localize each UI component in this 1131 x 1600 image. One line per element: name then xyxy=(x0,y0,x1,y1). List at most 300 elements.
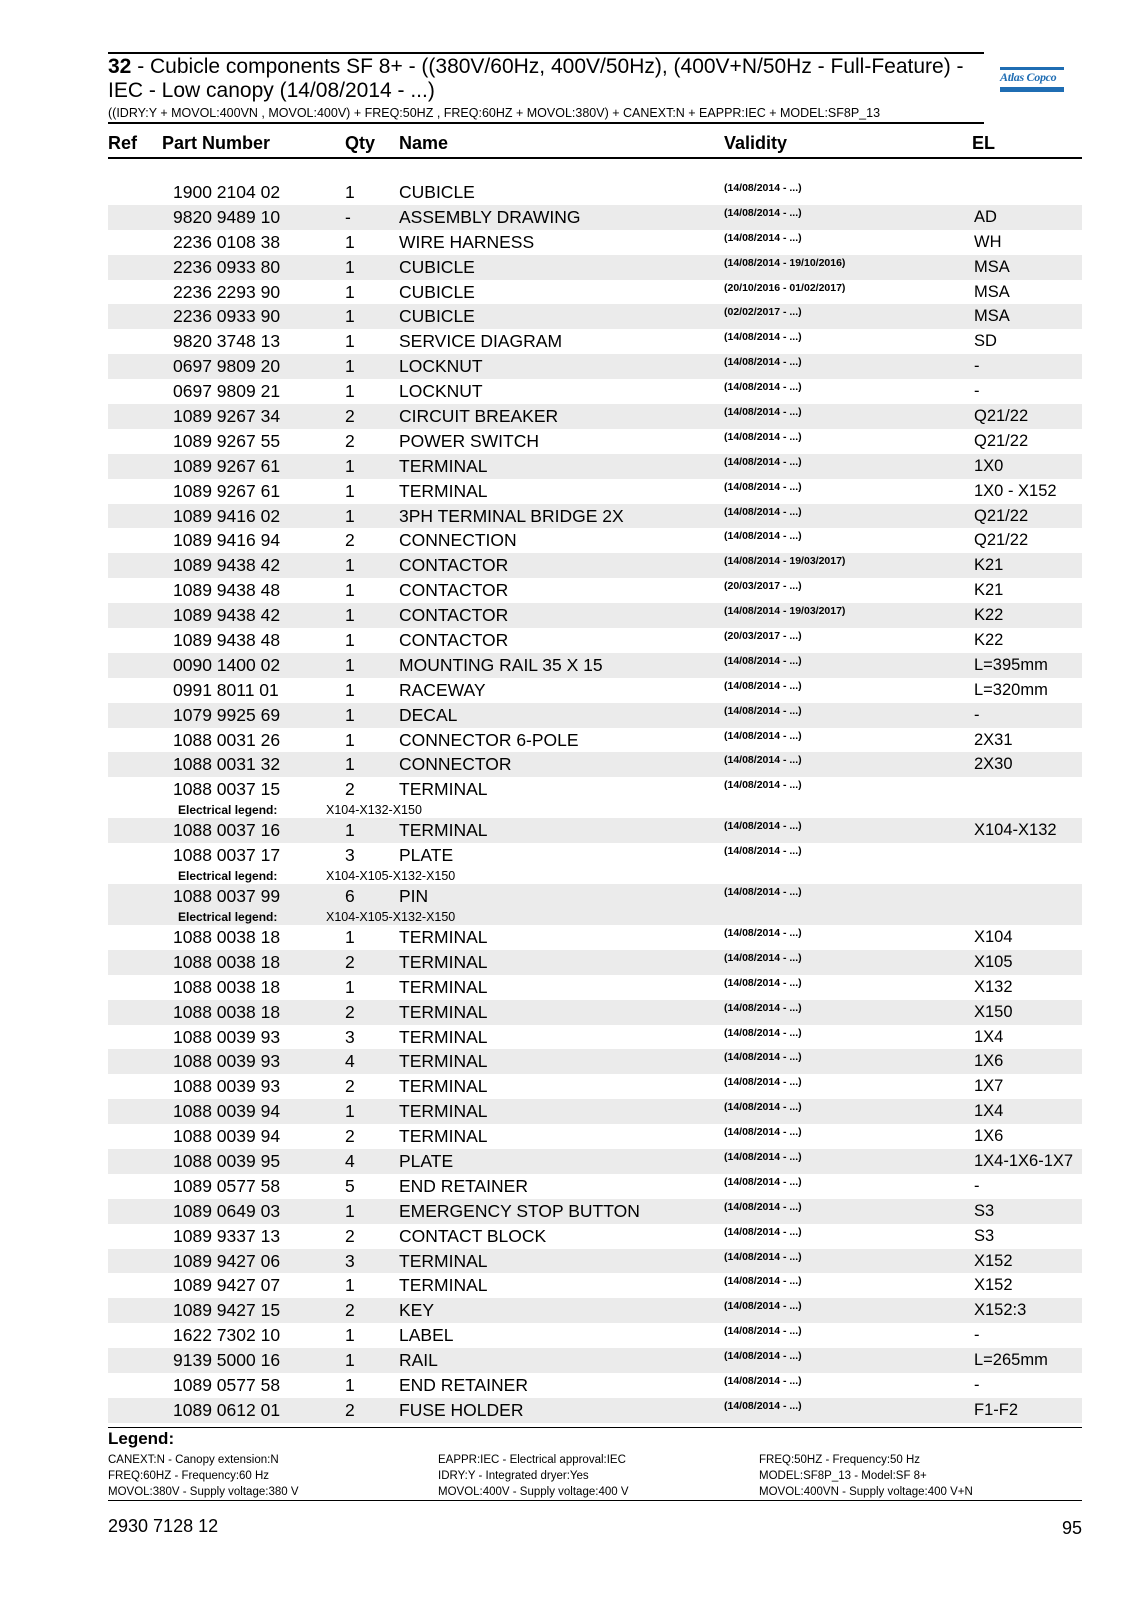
qty-cell: 1 xyxy=(345,654,355,675)
validity-cell: (14/08/2014 - ...) xyxy=(724,505,802,518)
el-cell: Q21/22 xyxy=(974,531,1029,550)
electrical-legend-value: X104-X105-X132-X150 xyxy=(326,909,456,924)
parts-table xyxy=(108,180,1082,1423)
name-cell: RAIL xyxy=(399,1350,438,1371)
table-row xyxy=(108,280,1082,305)
validity-cell: (14/08/2014 - ...) xyxy=(724,779,802,792)
part-number-cell: 1089 0612 01 xyxy=(173,1399,281,1420)
table-row xyxy=(108,304,1082,329)
qty-cell: 1 xyxy=(345,679,355,700)
validity-cell: (14/08/2014 - ...) xyxy=(724,1076,802,1089)
footer-rule xyxy=(108,1500,1082,1501)
table-row xyxy=(108,230,1082,255)
el-cell: 2X31 xyxy=(974,730,1013,749)
qty-cell: 2 xyxy=(345,1001,355,1022)
table-row xyxy=(108,1049,1082,1074)
name-cell: TERMINAL xyxy=(399,1250,488,1271)
table-row xyxy=(108,180,1082,205)
name-cell: PLATE xyxy=(399,845,454,866)
part-number-cell: 1088 0039 94 xyxy=(173,1101,281,1122)
qty-cell: 1 xyxy=(345,1275,355,1296)
validity-cell: (14/08/2014 - ...) xyxy=(724,729,802,742)
el-cell: MSA xyxy=(974,282,1010,301)
name-cell: LABEL xyxy=(399,1325,454,1346)
validity-cell: (14/08/2014 - ...) xyxy=(724,231,802,244)
el-cell: Q21/22 xyxy=(974,506,1029,525)
el-cell: 1X7 xyxy=(974,1077,1004,1096)
part-number-cell: 1089 9427 07 xyxy=(173,1275,281,1296)
part-number-cell: 1089 9416 02 xyxy=(173,505,281,526)
table-row xyxy=(108,703,1082,728)
el-cell: 1X4 xyxy=(974,1027,1004,1046)
qty-cell: 1 xyxy=(345,356,355,377)
part-number-cell: 1088 0037 16 xyxy=(173,820,281,841)
validity-cell: (14/08/2014 - ...) xyxy=(724,1374,802,1387)
name-cell: KEY xyxy=(399,1300,435,1321)
table-row xyxy=(108,553,1082,578)
qty-cell: 1 xyxy=(345,926,355,947)
qty-cell: 6 xyxy=(345,886,355,907)
qty-cell: 1 xyxy=(345,480,355,501)
column-header-ref: Ref xyxy=(108,133,138,153)
table-row xyxy=(108,653,1082,678)
part-number-cell: 2236 2293 90 xyxy=(173,281,281,302)
el-cell: - xyxy=(974,357,980,376)
name-cell: WIRE HARNESS xyxy=(399,231,535,252)
validity-cell: (02/02/2017 - ...) xyxy=(724,306,802,319)
part-number-cell: 0697 9809 20 xyxy=(173,356,281,377)
validity-cell: (20/03/2017 - ...) xyxy=(724,630,802,643)
name-cell: 3PH TERMINAL BRIDGE 2X xyxy=(399,505,624,526)
name-cell: TERMINAL xyxy=(399,951,488,972)
el-cell: X104-X132 xyxy=(974,821,1057,840)
validity-cell: (14/08/2014 - ...) xyxy=(724,356,802,369)
part-number-cell: 1089 9267 61 xyxy=(173,455,281,476)
table-row xyxy=(108,1124,1082,1149)
table-row xyxy=(108,429,1082,454)
electrical-legend-label: Electrical legend: xyxy=(178,909,278,924)
validity-cell: (14/08/2014 - ...) xyxy=(724,1001,802,1014)
table-row xyxy=(108,1025,1082,1050)
table-row xyxy=(108,1224,1082,1249)
name-cell: CONNECTOR 6-POLE xyxy=(399,729,579,750)
table-row xyxy=(108,1074,1082,1099)
name-cell: CONNECTION xyxy=(399,530,517,551)
qty-cell: 2 xyxy=(345,1399,355,1420)
name-cell: CONTACTOR xyxy=(399,605,509,626)
qty-cell: 1 xyxy=(345,580,355,601)
legend-entry: CANEXT:N - Canopy extension:N xyxy=(108,1454,279,1466)
part-number-cell: 1088 0039 93 xyxy=(173,1076,281,1097)
qty-cell: 2 xyxy=(345,530,355,551)
validity-cell: (14/08/2014 - ...) xyxy=(724,381,802,394)
el-cell: L=395mm xyxy=(974,655,1048,674)
section-number: 32 xyxy=(108,55,132,78)
qty-cell: 1 xyxy=(345,605,355,626)
part-number-cell: 1088 0037 15 xyxy=(173,779,281,800)
name-cell: CUBICLE xyxy=(399,281,475,302)
table-row xyxy=(108,603,1082,628)
part-number-cell: 1088 0039 94 xyxy=(173,1126,281,1147)
part-number-cell: 1088 0037 17 xyxy=(173,845,281,866)
column-header-name: Name xyxy=(399,133,449,153)
qty-cell: 1 xyxy=(345,256,355,277)
table-row xyxy=(108,454,1082,479)
qty-cell: 3 xyxy=(345,1026,355,1047)
validity-cell: (20/03/2017 - ...) xyxy=(724,580,802,593)
part-number-cell: 1089 9427 15 xyxy=(173,1300,281,1321)
name-cell: TERMINAL xyxy=(399,926,488,947)
name-cell: CUBICLE xyxy=(399,306,475,327)
el-cell: 1X0 xyxy=(974,456,1004,475)
validity-cell: (14/08/2014 - ...) xyxy=(724,704,802,717)
validity-cell: (14/08/2014 - ...) xyxy=(724,951,802,964)
validity-cell: (14/08/2014 - ...) xyxy=(724,679,802,692)
validity-cell: (14/08/2014 - ...) xyxy=(724,820,802,833)
name-cell: PLATE xyxy=(399,1150,454,1171)
header-rule xyxy=(108,157,1082,159)
el-cell: SD xyxy=(974,332,997,351)
table-row xyxy=(108,1000,1082,1025)
validity-cell: (14/08/2014 - ...) xyxy=(724,1200,802,1213)
el-cell: S3 xyxy=(974,1226,995,1245)
qty-cell: 1 xyxy=(345,754,355,775)
el-cell: AD xyxy=(974,207,997,226)
electrical-legend-value: X104-X105-X132-X150 xyxy=(326,869,456,884)
table-row xyxy=(108,329,1082,354)
qty-cell: 2 xyxy=(345,1225,355,1246)
qty-cell: 1 xyxy=(345,976,355,997)
part-number-cell: 9820 9489 10 xyxy=(173,206,281,227)
electrical-legend-label: Electrical legend: xyxy=(178,869,278,884)
qty-cell: 1 xyxy=(345,182,355,202)
table-row xyxy=(108,728,1082,753)
name-cell: MOUNTING RAIL 35 X 15 xyxy=(399,654,603,675)
part-number-cell: 1089 9267 55 xyxy=(173,430,281,451)
part-number-cell: 2236 0933 90 xyxy=(173,306,281,327)
validity-cell: (14/08/2014 - ...) xyxy=(724,886,802,899)
part-number-cell: 1088 0039 95 xyxy=(173,1150,281,1171)
validity-cell: (14/08/2014 - ...) xyxy=(724,331,802,344)
part-number-cell: 1089 9416 94 xyxy=(173,530,281,551)
part-number-cell: 1089 9267 34 xyxy=(173,406,281,427)
el-cell: X104 xyxy=(974,927,1013,946)
table-row xyxy=(108,950,1082,975)
validity-cell: (14/08/2014 - 19/03/2017) xyxy=(724,555,846,568)
el-cell: X152:3 xyxy=(974,1301,1027,1320)
part-number-cell: 9139 5000 16 xyxy=(173,1350,281,1371)
part-number-cell: 1089 0577 58 xyxy=(173,1374,281,1395)
el-cell: WH xyxy=(974,232,1002,251)
column-header-el: EL xyxy=(972,133,996,153)
validity-cell: (14/08/2014 - ...) xyxy=(724,845,802,858)
atlas-copco-logo xyxy=(1000,66,1064,96)
validity-cell: (14/08/2014 - ...) xyxy=(724,1300,802,1313)
validity-cell: (14/08/2014 - ...) xyxy=(724,1250,802,1263)
table-bottom-rule xyxy=(108,1427,1082,1428)
part-number-cell: 1089 9267 61 xyxy=(173,480,281,501)
qty-cell: 1 xyxy=(345,1101,355,1122)
section-title: - Cubicle components SF 8+ - ((380V/60Hz, 400V/50Hz), (400V+N/50Hz - Full-Feature) - IEC - Low canopy (14/08/2014 - ...) xyxy=(108,55,964,102)
qty-cell: 1 xyxy=(345,820,355,841)
el-cell: - xyxy=(974,705,980,724)
name-cell: TERMINAL xyxy=(399,1051,488,1072)
part-number-cell: 1089 9427 06 xyxy=(173,1250,281,1271)
part-number-cell: 1900 2104 02 xyxy=(173,182,281,202)
qty-cell: 3 xyxy=(345,845,355,866)
validity-cell: (14/08/2014 - ...) xyxy=(724,530,802,543)
part-number-cell: 1088 0038 18 xyxy=(173,976,281,997)
part-number-cell: 0090 1400 02 xyxy=(173,654,281,675)
legend-entry: MOVOL:400VN - Supply voltage:400 V+N xyxy=(759,1486,973,1498)
table-row xyxy=(108,1323,1082,1348)
name-cell: LOCKNUT xyxy=(399,381,483,402)
part-number-cell: 1088 0038 18 xyxy=(173,1001,281,1022)
legend-entry: IDRY:Y - Integrated dryer:Yes xyxy=(438,1470,589,1482)
part-number-cell: 1088 0031 32 xyxy=(173,754,281,775)
validity-cell: (14/08/2014 - ...) xyxy=(724,1275,802,1288)
qty-cell: 2 xyxy=(345,1300,355,1321)
name-cell: CONNECTOR xyxy=(399,754,512,775)
name-cell: CONTACTOR xyxy=(399,580,509,601)
el-cell: Q21/22 xyxy=(974,431,1029,450)
validity-cell: (14/08/2014 - ...) xyxy=(724,1150,802,1163)
el-cell: K21 xyxy=(974,581,1004,600)
electrical-legend-row xyxy=(108,802,1082,818)
part-number-cell: 1089 9438 42 xyxy=(173,605,281,626)
el-cell: X132 xyxy=(974,977,1013,996)
legend-title: Legend: xyxy=(108,1429,175,1448)
name-cell: TERMINAL xyxy=(399,1001,488,1022)
name-cell: ASSEMBLY DRAWING xyxy=(399,206,581,227)
legend-entry: MOVOL:380V - Supply voltage:380 V xyxy=(108,1486,299,1498)
qty-cell: 1 xyxy=(345,555,355,576)
name-cell: FUSE HOLDER xyxy=(399,1399,524,1420)
validity-cell: (14/08/2014 - 19/10/2016) xyxy=(724,256,846,269)
validity-cell: (14/08/2014 - ...) xyxy=(724,1399,802,1412)
el-cell: 2X30 xyxy=(974,755,1013,774)
table-row xyxy=(108,404,1082,429)
name-cell: CUBICLE xyxy=(399,182,475,202)
qty-cell: 3 xyxy=(345,1250,355,1271)
validity-cell: (14/08/2014 - ...) xyxy=(724,1051,802,1064)
qty-cell: - xyxy=(345,206,351,227)
el-cell: - xyxy=(974,1176,980,1195)
validity-cell: (14/08/2014 - ...) xyxy=(724,1325,802,1338)
table-row xyxy=(108,1149,1082,1174)
part-number-cell: 1089 0649 03 xyxy=(173,1200,281,1221)
validity-cell: (14/08/2014 - ...) xyxy=(724,430,802,443)
validity-cell: (14/08/2014 - 19/03/2017) xyxy=(724,605,846,618)
table-row xyxy=(108,205,1082,230)
part-number-cell: 1089 0577 58 xyxy=(173,1175,281,1196)
el-cell: L=320mm xyxy=(974,680,1048,699)
qty-cell: 2 xyxy=(345,779,355,800)
validity-cell: (14/08/2014 - ...) xyxy=(724,1225,802,1238)
qty-cell: 2 xyxy=(345,406,355,427)
name-cell: CIRCUIT BREAKER xyxy=(399,406,559,427)
part-number-cell: 2236 0108 38 xyxy=(173,231,281,252)
page-title xyxy=(108,55,978,103)
table-row xyxy=(108,1099,1082,1124)
validity-cell: (20/10/2016 - 01/02/2017) xyxy=(724,281,846,294)
el-cell: - xyxy=(974,1375,980,1394)
el-cell: Q21/22 xyxy=(974,407,1029,426)
table-row xyxy=(108,1373,1082,1398)
part-number-cell: 1088 0031 26 xyxy=(173,729,281,750)
qty-cell: 1 xyxy=(345,281,355,302)
validity-cell: (14/08/2014 - ...) xyxy=(724,406,802,419)
validity-cell: (14/08/2014 - ...) xyxy=(724,455,802,468)
table-row xyxy=(108,578,1082,603)
el-cell: S3 xyxy=(974,1201,995,1220)
name-cell: CONTACTOR xyxy=(399,555,509,576)
qty-cell: 1 xyxy=(345,381,355,402)
validity-cell: (14/08/2014 - ...) xyxy=(724,976,802,989)
name-cell: SERVICE DIAGRAM xyxy=(399,331,563,352)
validity-cell: (14/08/2014 - ...) xyxy=(724,754,802,767)
qty-cell: 1 xyxy=(345,331,355,352)
document-number: 2930 7128 12 xyxy=(108,1516,219,1536)
part-number-cell: 1079 9925 69 xyxy=(173,704,281,725)
legend-entry: FREQ:50HZ - Frequency:50 Hz xyxy=(759,1454,921,1466)
name-cell: POWER SWITCH xyxy=(399,430,539,451)
name-cell: TERMINAL xyxy=(399,779,488,800)
table-row xyxy=(108,1199,1082,1224)
name-cell: RACEWAY xyxy=(399,679,486,700)
name-cell: CUBICLE xyxy=(399,256,475,277)
qty-cell: 2 xyxy=(345,1076,355,1097)
qty-cell: 1 xyxy=(345,505,355,526)
el-cell: 1X4 xyxy=(974,1102,1004,1121)
name-cell: TERMINAL xyxy=(399,1275,488,1296)
table-row xyxy=(108,255,1082,280)
legend-entry: MOVOL:400V - Supply voltage:400 V xyxy=(438,1486,629,1498)
part-number-cell: 1089 9438 48 xyxy=(173,630,281,651)
qty-cell: 1 xyxy=(345,455,355,476)
qty-cell: 5 xyxy=(345,1175,355,1196)
qty-cell: 2 xyxy=(345,951,355,972)
el-cell: - xyxy=(974,382,980,401)
part-number-cell: 0991 8011 01 xyxy=(173,679,279,700)
qty-cell: 1 xyxy=(345,306,355,327)
logo-bar-bottom xyxy=(1000,87,1064,92)
legend-entry: EAPPR:IEC - Electrical approval:IEC xyxy=(438,1454,626,1466)
part-number-cell: 0697 9809 21 xyxy=(173,381,281,402)
qty-cell: 1 xyxy=(345,1374,355,1395)
electrical-legend-row xyxy=(108,909,1082,925)
top-rule xyxy=(108,52,984,54)
validity-cell: (14/08/2014 - ...) xyxy=(724,182,802,194)
table-row xyxy=(108,925,1082,950)
part-number-cell: 1088 0039 93 xyxy=(173,1051,281,1072)
validity-cell: (14/08/2014 - ...) xyxy=(724,480,802,493)
title-rule xyxy=(108,122,984,124)
validity-cell: (14/08/2014 - ...) xyxy=(724,1350,802,1363)
name-cell: TERMINAL xyxy=(399,455,488,476)
name-cell: CONTACT BLOCK xyxy=(399,1225,547,1246)
table-row xyxy=(108,479,1082,504)
table-row xyxy=(108,1174,1082,1199)
name-cell: TERMINAL xyxy=(399,1126,488,1147)
el-cell: 1X4-1X6-1X7 xyxy=(974,1151,1074,1170)
name-cell: EMERGENCY STOP BUTTON xyxy=(399,1200,640,1221)
name-cell: PIN xyxy=(399,886,429,907)
name-cell: TERMINAL xyxy=(399,480,488,501)
el-cell: X152 xyxy=(974,1276,1013,1295)
table-row xyxy=(108,777,1082,802)
validity-cell: (14/08/2014 - ...) xyxy=(724,1175,802,1188)
validity-cell: (14/08/2014 - ...) xyxy=(724,206,802,219)
name-cell: TERMINAL xyxy=(399,1026,488,1047)
el-cell: K21 xyxy=(974,556,1004,575)
column-header-qty: Qty xyxy=(345,133,376,153)
table-row xyxy=(108,628,1082,653)
el-cell: L=265mm xyxy=(974,1351,1048,1370)
column-header-validity: Validity xyxy=(724,133,788,153)
qty-cell: 1 xyxy=(345,1350,355,1371)
qty-cell: 1 xyxy=(345,630,355,651)
part-number-cell: 1089 9438 42 xyxy=(173,555,281,576)
qty-cell: 1 xyxy=(345,231,355,252)
el-cell: F1-F2 xyxy=(974,1400,1019,1419)
electrical-legend-value: X104-X132-X150 xyxy=(326,803,422,818)
name-cell: LOCKNUT xyxy=(399,356,483,377)
validity-cell: (14/08/2014 - ...) xyxy=(724,654,802,667)
el-cell: X105 xyxy=(974,952,1013,971)
page-number: 95 xyxy=(1061,1518,1082,1538)
table-row xyxy=(108,1398,1082,1423)
qty-cell: 4 xyxy=(345,1150,355,1171)
table-row xyxy=(108,818,1082,843)
el-cell: MSA xyxy=(974,307,1010,326)
validity-cell: (14/08/2014 - ...) xyxy=(724,1101,802,1114)
name-cell: TERMINAL xyxy=(399,976,488,997)
table-row xyxy=(108,752,1082,777)
el-cell: X150 xyxy=(974,1002,1013,1021)
table-row xyxy=(108,975,1082,1000)
legend-entry: FREQ:60HZ - Frequency:60 Hz xyxy=(108,1470,270,1482)
part-number-cell: 1622 7302 10 xyxy=(173,1325,281,1346)
electrical-legend-row xyxy=(108,868,1082,884)
part-number-cell: 1088 0039 93 xyxy=(173,1026,281,1047)
table-row xyxy=(108,884,1082,909)
table-row xyxy=(108,1273,1082,1298)
el-cell: 1X6 xyxy=(974,1127,1004,1146)
part-number-cell: 9820 3748 13 xyxy=(173,331,281,352)
name-cell: CONTACTOR xyxy=(399,630,509,651)
logo-wordmark: Atlas Copco xyxy=(1000,70,1057,84)
table-row xyxy=(108,528,1082,553)
legend-entry: MODEL:SF8P_13 - Model:SF 8+ xyxy=(759,1470,927,1482)
part-number-cell: 2236 0933 80 xyxy=(173,256,281,277)
el-cell: K22 xyxy=(974,606,1004,625)
qty-cell: 1 xyxy=(345,1200,355,1221)
name-cell: END RETAINER xyxy=(399,1175,528,1196)
table-row xyxy=(108,354,1082,379)
table-row xyxy=(108,379,1082,404)
el-cell: X152 xyxy=(974,1251,1013,1270)
validity-cell: (14/08/2014 - ...) xyxy=(724,1126,802,1139)
electrical-legend-label: Electrical legend: xyxy=(178,803,278,818)
name-cell: TERMINAL xyxy=(399,1101,488,1122)
column-header-part-number: Part Number xyxy=(162,133,271,153)
table-row xyxy=(108,504,1082,529)
part-number-cell: 1089 9337 13 xyxy=(173,1225,281,1246)
el-cell: - xyxy=(974,1326,980,1345)
qty-cell: 1 xyxy=(345,729,355,750)
validity-cell: (14/08/2014 - ...) xyxy=(724,926,802,939)
